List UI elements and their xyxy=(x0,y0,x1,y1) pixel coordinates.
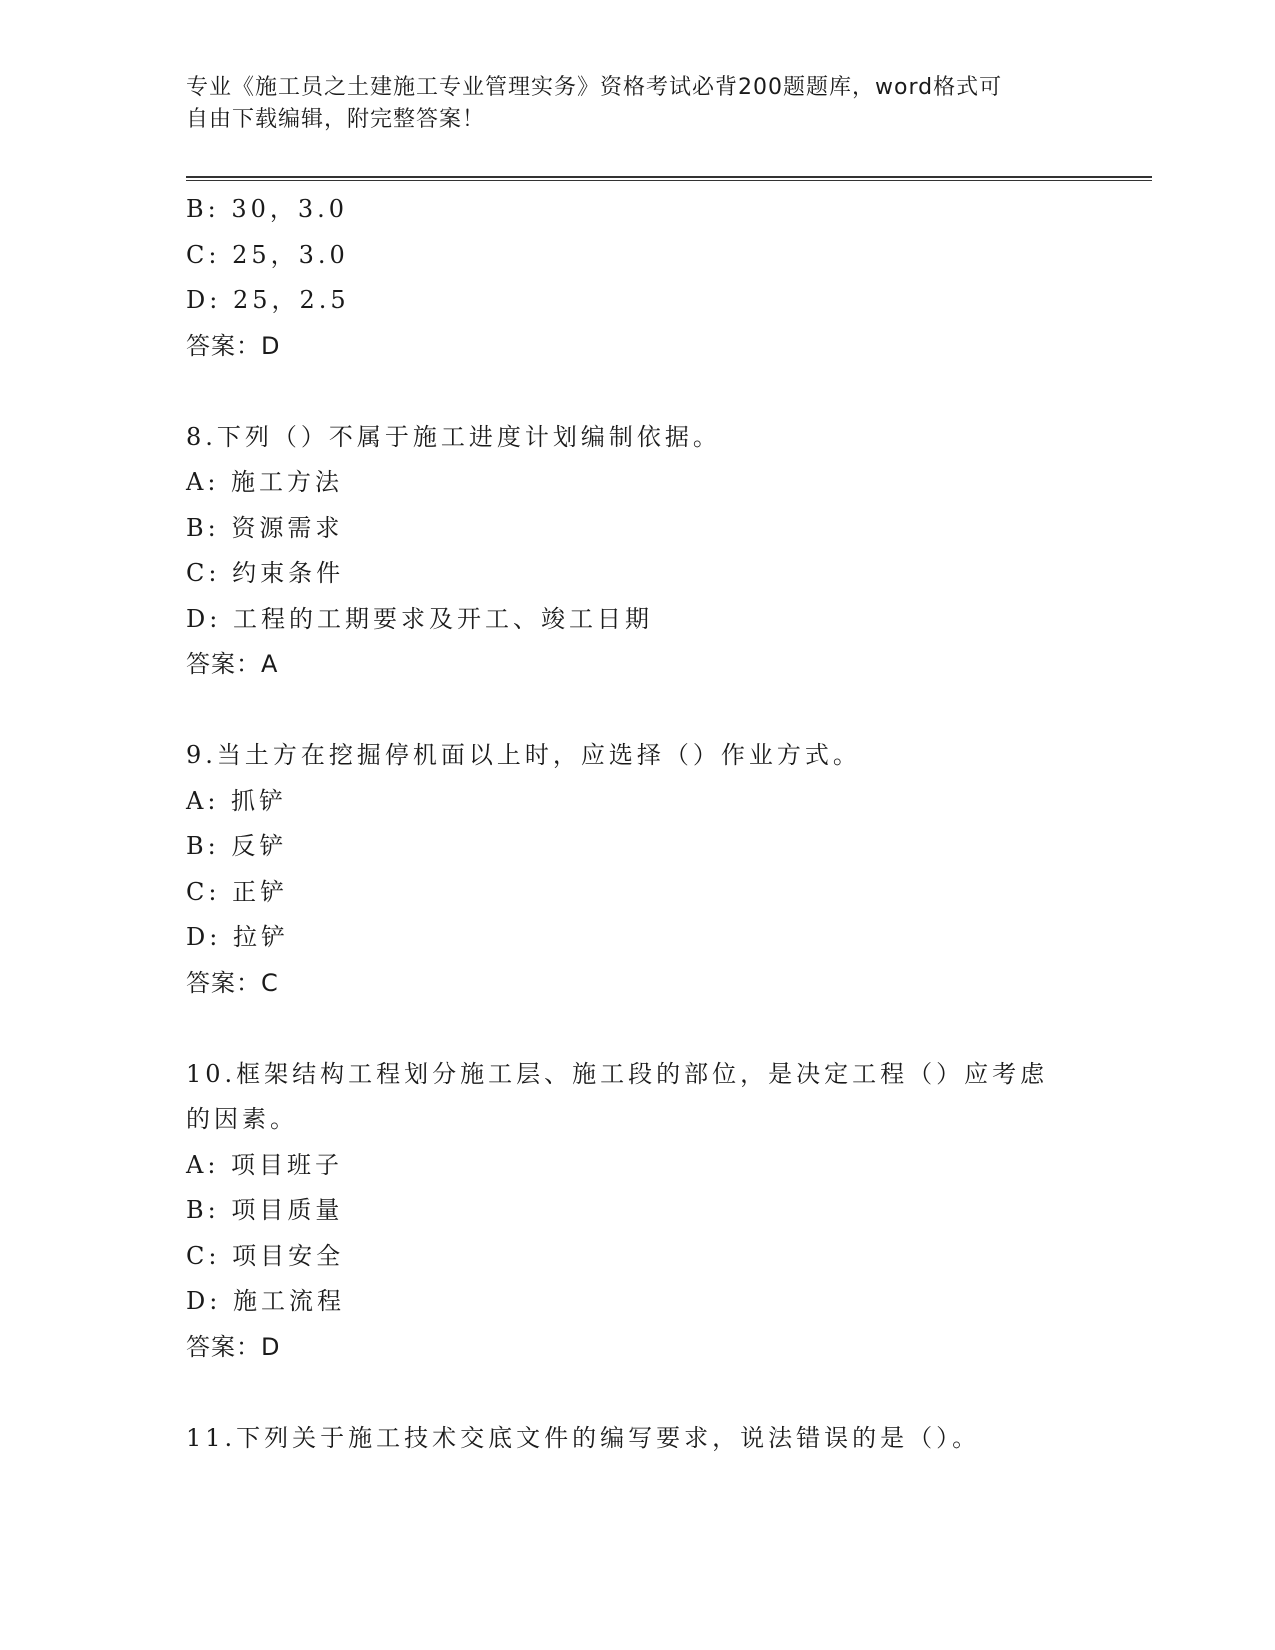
question-text-line-1: 10.框架结构工程划分施工层、施工段的部位，是决定工程（）应考虑 xyxy=(186,1059,1049,1088)
header-title-line-2: 自由下载编辑，附完整答案！ xyxy=(186,107,486,132)
spacer xyxy=(186,688,1076,734)
answer-line: 答案：D xyxy=(186,1332,281,1361)
page-header xyxy=(186,72,1066,136)
header-title-line-1: 专业《施工员之土建施工专业管理实务》资格考试必背200题题库，word格式可 xyxy=(186,75,1003,100)
question-text: 11.下列关于施工技术交底文件的编写要求，说法错误的是（）。 xyxy=(186,1423,981,1452)
option-c: C: 约束条件 xyxy=(186,559,345,587)
question-block-continued xyxy=(186,187,1076,369)
option-b: B: 30，3.0 xyxy=(186,195,349,223)
header-divider xyxy=(186,176,1152,181)
question-block-10 xyxy=(186,1052,1076,1371)
answer-line: 答案：A xyxy=(186,650,279,678)
question-text: 9.当土方在挖掘停机面以上时，应选择（）作业方式。 xyxy=(186,741,861,769)
option-b: B: 项目质量 xyxy=(186,1196,344,1224)
option-d: D: 25，2.5 xyxy=(186,286,350,314)
option-d: D: 拉铲 xyxy=(186,923,289,951)
question-block-8 xyxy=(186,415,1076,688)
answer-line: 答案：D xyxy=(186,331,281,360)
option-b: B: 资源需求 xyxy=(186,513,344,542)
question-text-line-2: 的因素。 xyxy=(186,1105,298,1133)
option-a: A: 抓铲 xyxy=(186,786,288,815)
option-c: C: 25，3.0 xyxy=(186,240,349,269)
question-list xyxy=(186,187,1076,1461)
spacer xyxy=(186,1370,1076,1416)
question-text: 8.下列（）不属于施工进度计划编制依据。 xyxy=(186,422,721,451)
option-d: D: 工程的工期要求及开工、竣工日期 xyxy=(186,604,653,633)
spacer xyxy=(186,369,1076,415)
option-c: C: 项目安全 xyxy=(186,1241,345,1270)
answer-line: 答案：C xyxy=(186,968,279,997)
question-block-9 xyxy=(186,733,1076,1006)
question-block-11 xyxy=(186,1416,1076,1462)
option-d: D: 施工流程 xyxy=(186,1287,345,1315)
option-a: A: 施工方法 xyxy=(186,468,344,496)
option-a: A: 项目班子 xyxy=(186,1150,344,1179)
option-c: C: 正铲 xyxy=(186,877,289,906)
spacer xyxy=(186,1006,1076,1052)
option-b: B: 反铲 xyxy=(186,832,288,860)
